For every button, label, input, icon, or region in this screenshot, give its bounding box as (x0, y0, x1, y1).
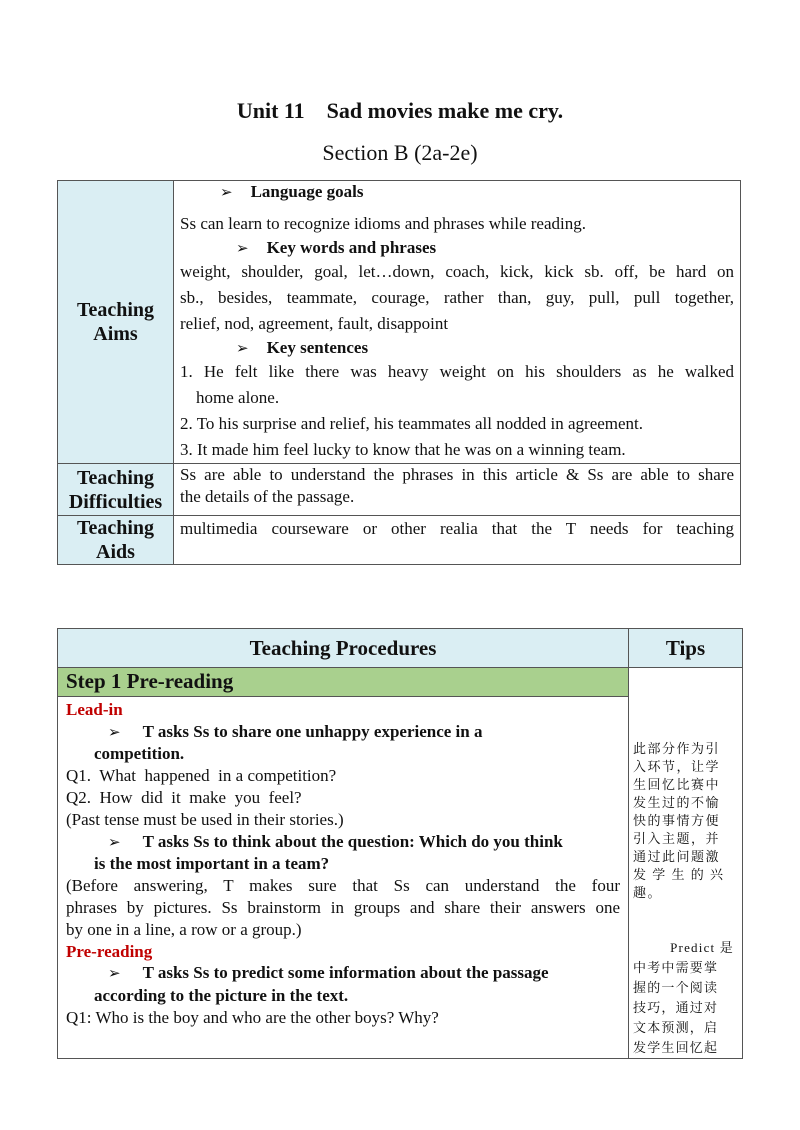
key-words-heading (180, 237, 734, 259)
question: Q2. How did it make you feel? (66, 788, 302, 808)
tips-line: 文本预测，启 (633, 1020, 719, 1035)
language-goals-heading-text: Language goals (250, 182, 364, 201)
bullet-text: T asks Ss to think about the question: Which do you think (142, 831, 563, 851)
bullet-text: T asks Ss to predict some information about the passage (142, 963, 549, 983)
tips-line: 入环节，让学 (633, 759, 721, 774)
aids-text: multimedia courseware or other realia that the T needs for teaching (180, 519, 734, 538)
difficulties-content (174, 464, 741, 516)
tips-line: 发生过的不愉 (633, 795, 721, 810)
bullet-item (66, 721, 620, 744)
arrow-bullet-icon: ➢ (236, 239, 249, 257)
pre-reading-heading: Pre-reading (66, 941, 153, 961)
difficulties-label: Teaching Difficulties (58, 464, 174, 516)
page-title: Unit 11 Sad movies make me cry. (236, 98, 564, 123)
step-1-heading: Step 1 Pre-reading (58, 668, 629, 697)
key-sentence-cont: home alone. (196, 388, 280, 407)
teaching-procedures-table (57, 628, 743, 1059)
tips-line: 中考中需要掌 (633, 960, 719, 975)
tips-line: 引入主题，并 (633, 831, 721, 846)
tips-block-predict (633, 902, 738, 1058)
key-sentences-heading-text: Key sentences (266, 338, 369, 357)
bullet-text-cont: according to the picture in the text. (94, 986, 349, 1006)
tips-line: 发 学 生 的 兴 (633, 867, 725, 882)
key-sentence: 1. He felt like there was heavy weight on his shoulders as he walked (180, 362, 734, 381)
paragraph-line: (Before answering, T makes sure that Ss can understand the four (66, 876, 620, 896)
tips-line: 握的一个阅读 (633, 980, 719, 995)
aims-label: Teaching Aims (58, 181, 174, 464)
tips-line: 生回忆比赛中 (633, 777, 721, 792)
tips-header: Tips (629, 629, 743, 668)
bullet-text: T asks Ss to share one unhappy experience in a (142, 721, 483, 741)
key-words-heading-text: Key words and phrases (266, 238, 437, 257)
tips-line: 技巧，通过对 (633, 1000, 719, 1015)
language-goals-text: Ss can learn to recognize idioms and phrases while reading. (180, 214, 586, 233)
arrow-bullet-icon: ➢ (220, 183, 233, 201)
arrow-bullet-icon: ➢ (108, 722, 121, 741)
key-sentences-heading (180, 337, 734, 359)
key-sentence: 3. It made him feel lucky to know that he was on a winning team. (180, 440, 626, 459)
tips-line: 快的事情方便 (633, 813, 721, 828)
page-subtitle: Section B (2a-2e) (322, 140, 478, 165)
key-sentence: 2. To his surprise and relief, his teammates all nodded in agreement. (180, 414, 644, 433)
key-words-line: sb., besides, teammate, courage, rather than, guy, pull, pull together, (180, 288, 734, 307)
arrow-bullet-icon: ➢ (236, 339, 249, 357)
question: Q1: Who is the boy and who are the other boys? Why? (66, 1008, 439, 1027)
tips-line: Predict 是 (670, 940, 734, 955)
key-words-line: relief, nod, agreement, fault, disappoint (180, 314, 449, 333)
aims-content (174, 181, 741, 464)
paragraph-line: phrases by pictures. Ss brainstorm in groups and share their answers one (66, 898, 620, 918)
note: (Past tense must be used in their stories.) (66, 809, 344, 829)
tips-line: 发学生回忆起 (633, 1040, 719, 1055)
difficulties-line: the details of the passage. (180, 487, 355, 506)
procedures-body (58, 696, 629, 1058)
question: Q1. What happened in a competition? (66, 766, 337, 786)
paragraph-line: by one in a line, a row or a group.) (66, 919, 302, 939)
procedures-header: Teaching Procedures (58, 629, 629, 668)
key-words-line: weight, shoulder, goal, let…down, coach, kick, kick sb. off, be hard on (180, 262, 734, 281)
aids-label: Teaching Aids (58, 516, 174, 565)
bullet-item (66, 962, 620, 985)
bullet-text-cont: is the most important in a team? (94, 854, 330, 874)
arrow-bullet-icon: ➢ (108, 964, 121, 983)
tips-line: 趣。 (633, 885, 663, 900)
arrow-bullet-icon: ➢ (108, 832, 121, 851)
language-goals-heading (180, 181, 734, 203)
tips-block-lead-in (633, 668, 738, 902)
aids-content (174, 516, 741, 565)
difficulties-line: Ss are able to understand the phrases in this article & Ss are able to share (180, 465, 734, 484)
tips-line: 此部分作为引 (633, 741, 721, 756)
lead-in-heading: Lead-in (66, 699, 123, 719)
bullet-item (66, 831, 620, 854)
bullet-text-cont: competition. (94, 744, 185, 764)
tips-line: 通过此问题激 (633, 849, 721, 864)
teaching-aims-table (57, 180, 741, 565)
tips-content (629, 668, 743, 1059)
